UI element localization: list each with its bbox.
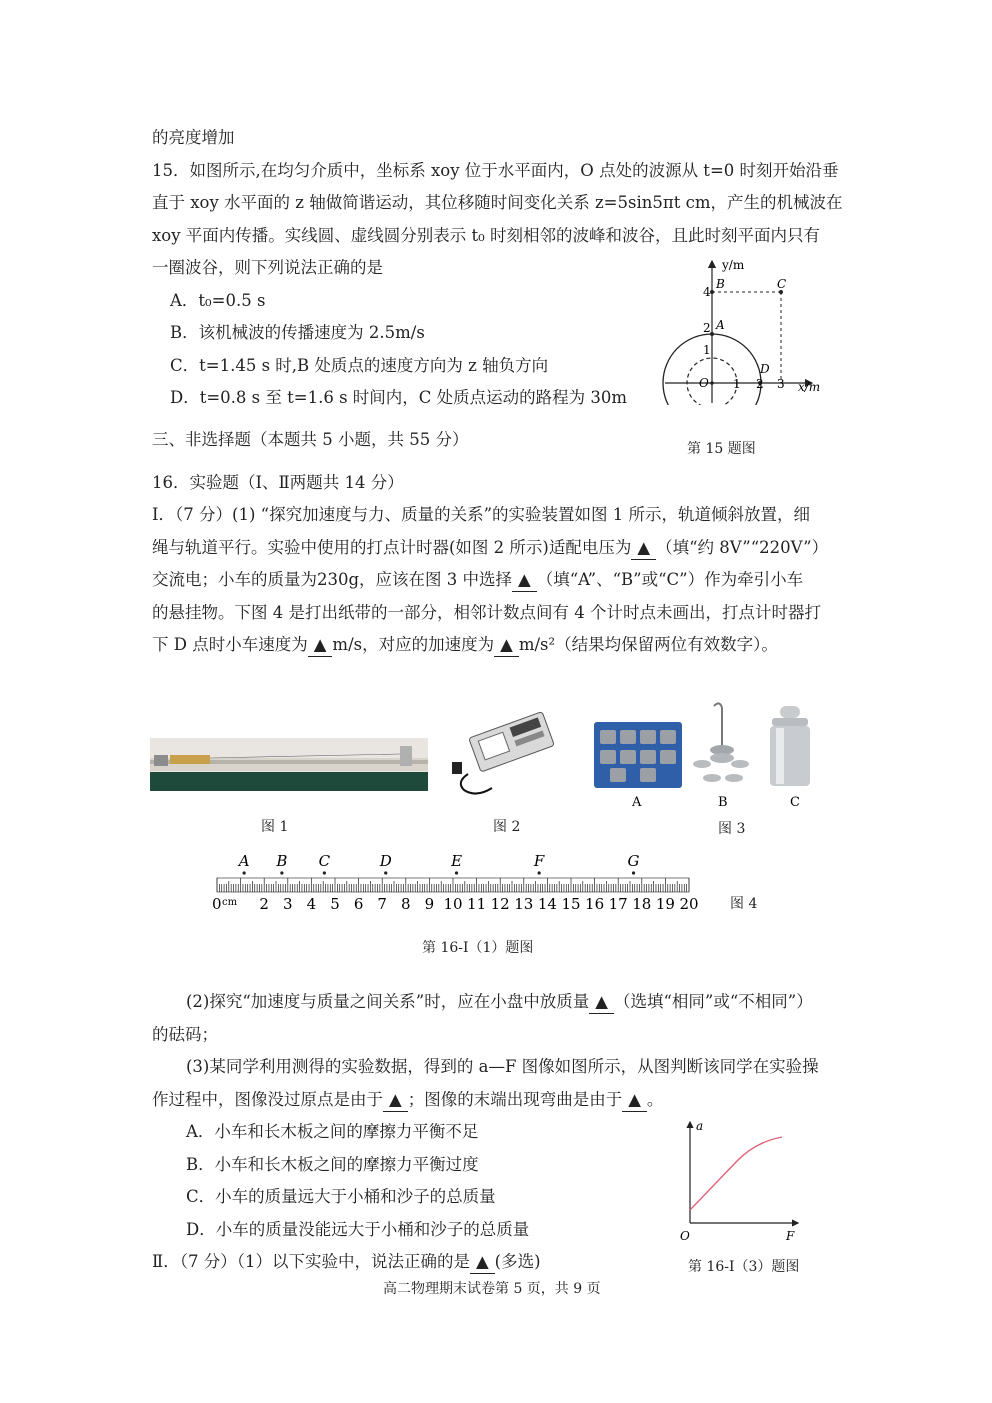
tape-dot [455, 871, 458, 874]
answer-blank: ▲ [512, 569, 537, 592]
tape-dot [323, 871, 326, 874]
tape-dot [243, 871, 246, 874]
ruler-number: 16 [585, 895, 605, 913]
tape-dot [538, 871, 541, 874]
question-16-text [152, 569, 803, 592]
label-c: C [777, 277, 787, 291]
answer-blank: ▲ [631, 537, 656, 560]
ruler-unit: cm [222, 897, 238, 908]
a-f-curve [690, 1137, 782, 1210]
tape-point-label: E [451, 852, 463, 870]
text-span: 交流电；小车的质量为230g，应该在图 3 中选择 [152, 570, 513, 589]
ruler-number: 8 [401, 895, 411, 913]
a-axis-label: a [696, 1119, 704, 1133]
ruler-number: 9 [424, 895, 435, 913]
tape-dot [384, 871, 387, 874]
tape-dot [280, 871, 283, 874]
text-line: 的亮度增加 [152, 128, 235, 147]
question-16-part2 [186, 991, 813, 1014]
figure-15-caption: 第 15 题图 [687, 441, 756, 457]
a-f-graph-caption: 第 16-I（3）题图 [688, 1259, 800, 1275]
ruler-number: 18 [632, 895, 652, 913]
option-b: B．该机械波的传播速度为 2.5m/s [170, 323, 425, 342]
question-16-text: 的悬挂物。下图 4 是打出纸带的一部分，相邻计数点间有 4 个计时点未画出，打点计时器打 [152, 603, 821, 622]
question-16-heading: 16．实验题（Ⅰ、Ⅱ两题共 14 分） [152, 473, 404, 492]
text-span: 。 [646, 1090, 664, 1109]
option-c: C．小车的质量远大于小桶和沙子的总质量 [186, 1187, 496, 1206]
ruler-number: 14 [537, 895, 557, 913]
question-15-stem: 直于 xoy 水平面的 z 轴做简谐运动，其位移随时间变化关系 z=5sin5πt cm，产生的机械波在 [152, 193, 843, 212]
tape-point-label: B [276, 852, 288, 870]
weight-c [770, 706, 810, 786]
weight-label-a: A [632, 795, 642, 810]
page-footer: 高二物理期末试卷第 5 页，共 9 页 [383, 1281, 601, 1297]
text-span: (多选) [494, 1252, 541, 1271]
origin-label: O [680, 1229, 690, 1243]
ruler-number: 15 [561, 895, 581, 913]
text-span: m/s²（结果均保留两位有效数字）。 [518, 635, 778, 654]
answer-blank: ▲ [494, 634, 519, 657]
tick-x3: 3 [777, 377, 785, 391]
ruler-number: 20 [679, 895, 699, 913]
figure-4-ruler-tape [205, 845, 705, 917]
label-o: O [699, 376, 709, 390]
ruler-number: 12 [490, 895, 510, 913]
question-15-stem: 一圈波谷，则下列说法正确的是 [152, 258, 383, 277]
ruler-number: 10 [443, 895, 463, 913]
figure-2-caption: 图 2 [493, 819, 521, 835]
ruler-number: 4 [306, 895, 317, 913]
x-axis-label: x/m [798, 380, 821, 394]
answer-blank: ▲ [589, 991, 614, 1014]
figure-1-caption: 图 1 [261, 819, 289, 835]
text-span: 绳与轨道平行。实验中使用的打点计时器(如图 2 所示)适配电压为 [152, 538, 632, 557]
tape-point-label: G [627, 852, 640, 870]
tape-point-label: A [238, 852, 250, 870]
text-span: （选填“相同”或“不相同”） [613, 992, 813, 1011]
text-span: （填“约 8V”“220V”） [656, 538, 829, 557]
ruler-number: 13 [514, 895, 534, 913]
tape-point-label: D [379, 852, 392, 870]
answer-blank: ▲ [308, 634, 333, 657]
a-f-graph [676, 1118, 806, 1246]
y-axis-label: y/m [722, 258, 745, 272]
option-a: A．小车和长木板之间的摩擦力平衡不足 [186, 1122, 479, 1141]
ruler-number: 6 [353, 895, 364, 913]
label-d: D [760, 362, 770, 376]
ruler-number: 11 [467, 895, 487, 913]
answer-blank: ▲ [470, 1251, 495, 1274]
text-span: Ⅱ．（7 分）（1）以下实验中，说法正确的是 [152, 1252, 470, 1271]
text-span: 作过程中，图像没过原点是由于 [152, 1090, 383, 1109]
weight-set-a [594, 722, 682, 788]
option-d: D．t=0.8 s 至 t=1.6 s 时间内，C 处质点运动的路程为 30m [170, 388, 628, 407]
label-b: B [716, 277, 725, 291]
question-16-part3 [152, 1089, 663, 1112]
ruler-number: 3 [283, 895, 293, 913]
question-16-II [152, 1251, 541, 1274]
question-16-text: Ⅰ．（7 分）(1) “探究加速度与力、质量的关系”的实验装置如图 1 所示，轨道倾斜放置，细 [152, 505, 810, 524]
answer-blank: ▲ [622, 1089, 647, 1112]
ruler-number: 7 [377, 895, 387, 913]
text-span: ；图像的末端出现弯曲是由于 [407, 1090, 623, 1109]
option-d: D．小车的质量没能远大于小桶和沙子的总质量 [186, 1220, 530, 1239]
question-15-stem: 15．如图所示,在均匀介质中，坐标系 xoy 位于水平面内，O 点处的波源从 t=0 时刻开始沿垂 [152, 161, 839, 180]
weight-label-b: B [718, 795, 728, 810]
tape-point-label: C [318, 852, 331, 870]
question-16-part2: 的砝码； [152, 1025, 218, 1044]
answer-blank: ▲ [383, 1089, 408, 1112]
ruler-number: 5 [330, 895, 340, 913]
f-axis-label: F [786, 1229, 795, 1243]
tick-x2: 2 [756, 377, 764, 391]
point-o [710, 381, 714, 385]
figure-15-wave-diagram [660, 255, 835, 405]
tick-x1: 1 [733, 377, 741, 391]
tick-y1: 1 [703, 343, 711, 357]
label-a: A [716, 318, 725, 332]
section-heading: 三、非选择题（本题共 5 小题，共 55 分） [152, 430, 469, 449]
figure-4-caption: 图 4 [730, 896, 758, 912]
option-a: A．t₀=0.5 s [170, 291, 266, 310]
weight-label-c: C [790, 795, 800, 810]
ruler-number: 0 [212, 895, 222, 913]
option-b: B．小车和长木板之间的摩擦力平衡过度 [186, 1155, 479, 1174]
question-15-stem: xoy 平面内传播。实线圆、虚线圆分别表示 t₀ 时刻相邻的波峰和波谷，且此时刻平面内只有 [152, 226, 821, 245]
tape-dot [632, 871, 635, 874]
figure-2-timer-photo [446, 712, 558, 800]
tick-y4: 4 [703, 285, 711, 299]
ruler-number: 17 [608, 895, 628, 913]
figure-1-track-photo [150, 738, 428, 791]
ruler-number: 19 [655, 895, 675, 913]
text-span: （填“A”、“B”或“C”）作为牵引小车 [536, 570, 804, 589]
text-span: 下 D 点时小车速度为 [152, 635, 308, 654]
question-16-text [152, 537, 828, 560]
option-c: C．t=1.45 s 时,B 处质点的速度方向为 z 轴负方向 [170, 356, 549, 375]
tape-point-label: F [533, 852, 545, 870]
weight-set-b [693, 703, 749, 782]
figure-3-weights-photo [594, 700, 834, 810]
figure-3-caption: 图 3 [718, 821, 746, 837]
figure-16-1-caption: 第 16-I（1）题图 [422, 940, 534, 956]
ruler-number: 2 [259, 895, 269, 913]
text-span: m/s，对应的加速度为 [332, 635, 495, 654]
tick-y2: 2 [703, 321, 711, 335]
text-span: (2)探究“加速度与质量之间关系”时，应在小盘中放质量 [186, 992, 590, 1011]
question-16-part3: (3)某同学利用测得的实验数据，得到的 a—F 图像如图所示，从图判断该同学在实验操 [186, 1057, 819, 1076]
question-16-text [152, 634, 778, 657]
